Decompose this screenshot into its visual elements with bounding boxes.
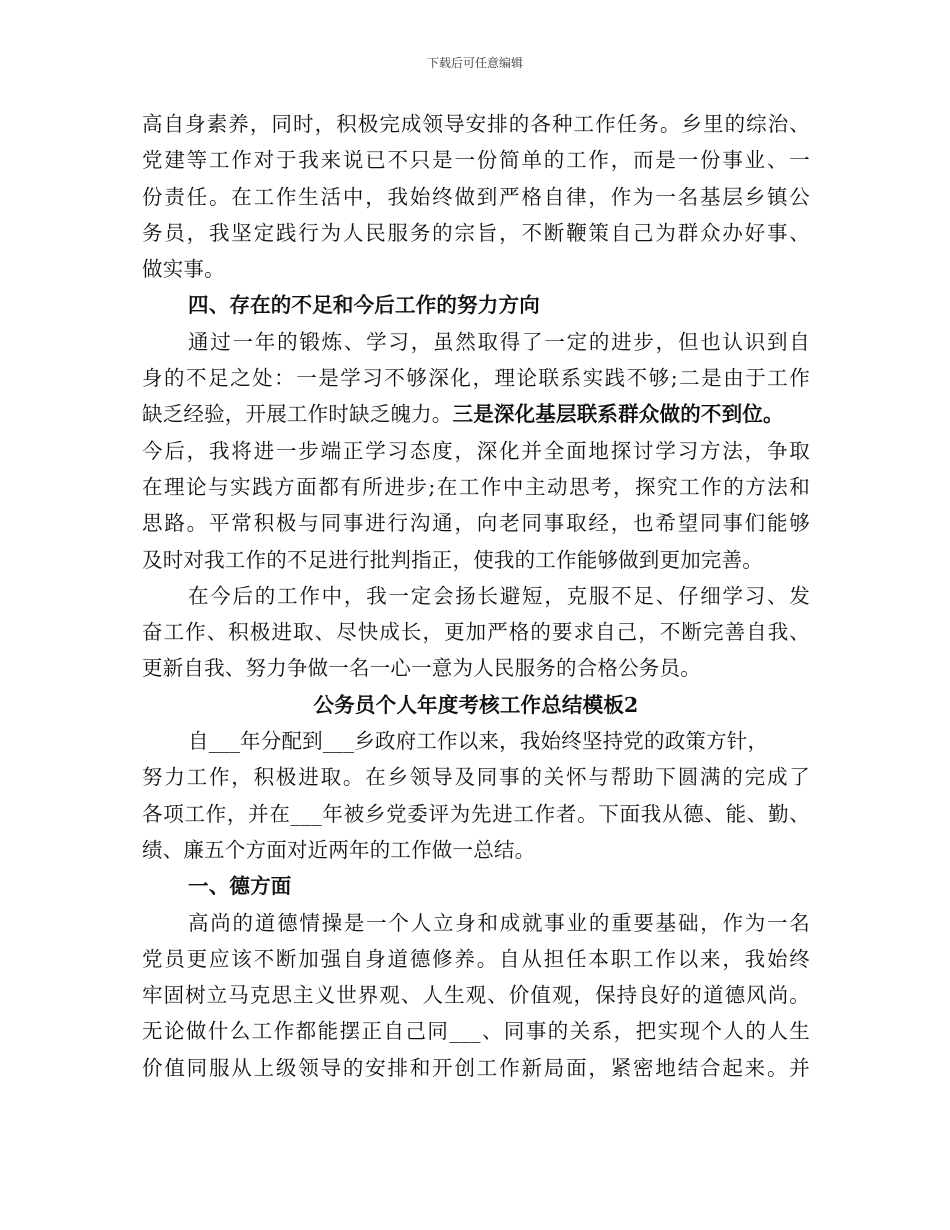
text-line: 高自身素养，同时，积极完成领导安排的各种工作任务。乡里的综治、: [142, 112, 810, 136]
section-heading: 一、德方面: [188, 874, 292, 899]
text-line: 通过一年的锻炼、学习，虽然取得了一定的进步，但也认识到自: [188, 329, 810, 354]
text-line: 更新自我、努力争做一名一心一意为人民服务的合格公务员。: [142, 656, 701, 681]
text-line: 各项工作，并在___年被乡党委评为先进工作者。下面我从德、能、勤、: [142, 801, 810, 826]
text-line: 努力工作，积极进取。在乡领导及同事的关怀与帮助下圆满的完成了: [142, 765, 810, 790]
text-line: 在理论与实践方面都有所进步;在工作中主动思考，探究工作的方法和: [142, 474, 810, 499]
text-line: 做实事。: [142, 257, 225, 282]
page-header: 下载后可任意编辑: [426, 56, 523, 70]
text-line: 及时对我工作的不足进行批判指正，使我的工作能够做到更加完善。: [142, 547, 763, 572]
text-line: 份责任。在工作生活中，我始终做到严格自律，作为一名基层乡镇公: [142, 184, 810, 209]
text-line: 在今后的工作中，我一定会扬长避短，克服不足、仔细学习、发: [188, 583, 810, 608]
document-title: 公务员个人年度考核工作总结模板2: [313, 692, 639, 717]
section-heading: 四、存在的不足和今后工作的努力方向: [188, 293, 540, 318]
text-segment: 缺乏经验，开展工作时缺乏魄力。: [142, 402, 453, 427]
bold-text-segment: 三是深化基层联系群众做的不到位。: [452, 402, 784, 427]
text-line: 思路。平常积极与同事进行沟通，向老同事取经，也希望同事们能够: [142, 511, 810, 536]
text-line: 高尚的道德情操是一个人立身和成就事业的重要基础，作为一名: [188, 910, 810, 935]
text-line: [142, 396, 810, 432]
text-line: 牢固树立马克思主义世界观、人生观、价值观，保持良好的道德风尚。: [142, 983, 810, 1008]
document-body: [142, 106, 810, 1086]
text-line: 党建等工作对于我来说已不只是一份简单的工作，而是一份事业、一: [142, 148, 810, 173]
text-line: 务员，我坚定践行为人民服务的宗旨，不断鞭策自己为群众办好事、: [142, 220, 810, 245]
text-line: 今后，我将进一步端正学习态度，深化并全面地探讨学习方法，争取: [142, 438, 810, 463]
text-line: 绩、廉五个方面对近两年的工作做一总结。: [142, 837, 536, 862]
text-line: 奋工作、积极进取、尽快成长，更加严格的要求自己，不断完善自我、: [142, 620, 810, 645]
text-line: 无论做什么工作都能摆正自己同___、同事的关系，把实现个人的人生: [142, 1019, 810, 1044]
text-line: 自___年分配到___乡政府工作以来，我始终坚持党的政策方针，: [188, 729, 769, 754]
text-line: 价值同服从上级领导的安排和开创工作新局面，紧密地结合起来。并: [142, 1055, 810, 1080]
text-line: 党员更应该不断加强自身道德修养。自从担任本职工作以来，我始终: [142, 946, 810, 971]
text-line: 身的不足之处：一是学习不够深化，理论联系实践不够;二是由于工作: [142, 366, 810, 391]
